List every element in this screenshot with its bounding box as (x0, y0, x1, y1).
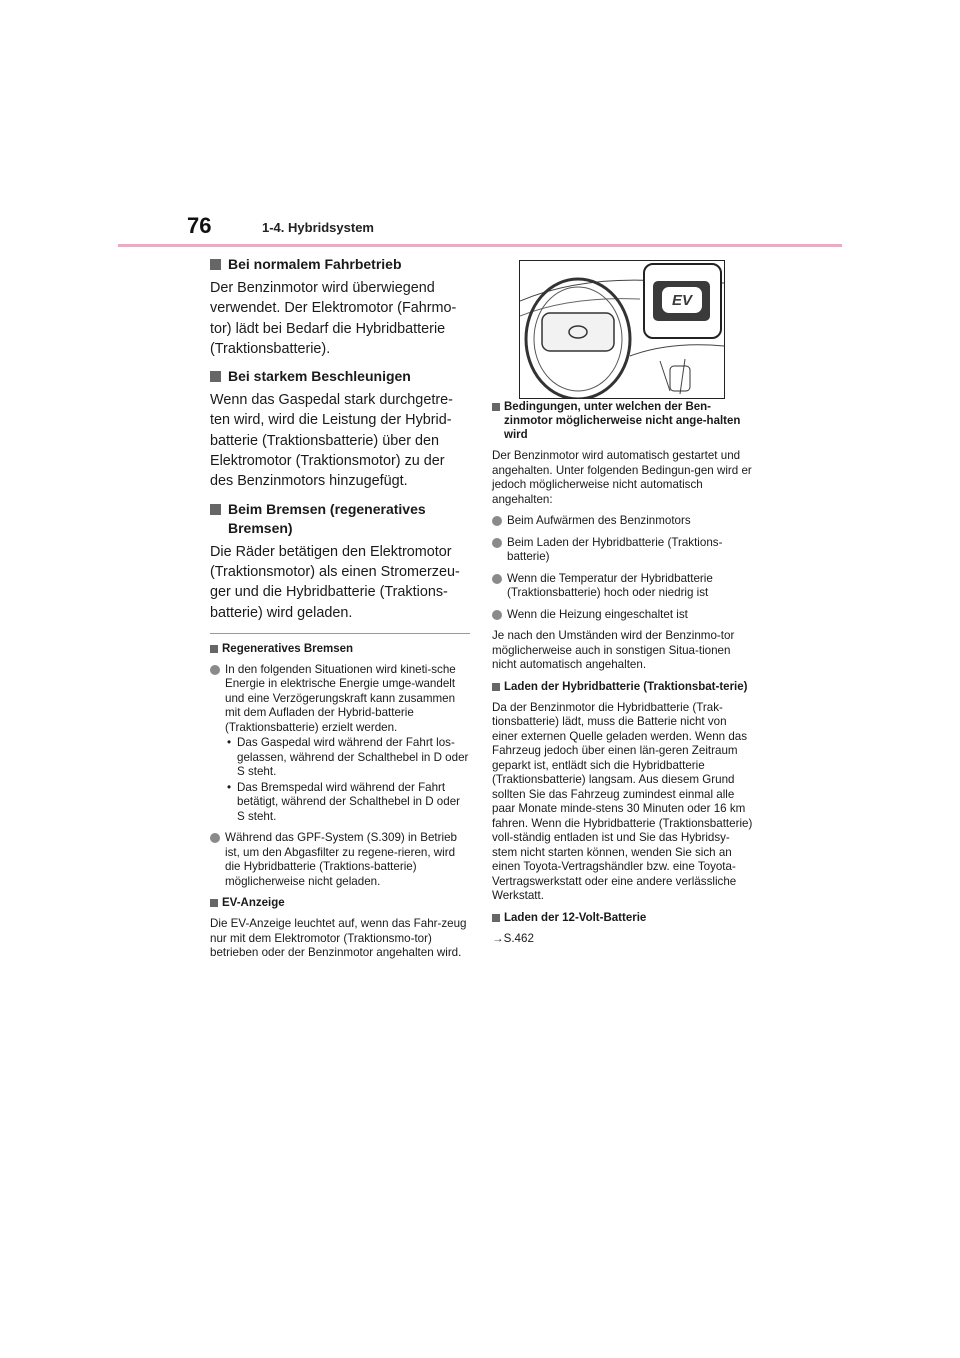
section-divider (210, 633, 470, 634)
bullet-text: Beim Aufwärmen des Benzinmotors (507, 514, 691, 527)
heading-braking (210, 500, 470, 538)
heading-text: Bedingungen, unter welchen der Ben-zinmotor möglicherweise nicht ange-halten wird (504, 401, 741, 441)
heading-text: Beim Bremsen (regeneratives Bremsen) (228, 500, 426, 536)
ev-indicator-callout (643, 263, 722, 339)
round-bullet-icon (492, 610, 502, 620)
round-bullet-icon (492, 516, 502, 526)
paragraph-strong-acceleration: Wenn das Gaspedal stark durchgetre-ten wird, wird die Leistung der Hybrid-batterie (Traktionsbatterie) über den Elektromotor (Traktionsmotor) zu der des Benzinmotors hinzugefügt. (210, 392, 453, 490)
square-bullet-icon (210, 259, 221, 270)
list-item (492, 608, 754, 623)
paragraph-hybrid-battery: Da der Benzinmotor die Hybridbatterie (Trak-tionsbatterie) lädt, muss die Batterie nicht von einer externen Quelle geladen werden. Wenn das Fahrzeug jedoch über einen län-geren Zeitraum geparkt ist, entlädt sich die Hybridbatterie (Traktionsbatterie) langsam. Aus diesem Grund sollten Sie das Fahrzeug zumindest einmal alle paar Monate minde-stens 30 Minuten oder 16 km fahren. Wenn die Hybridbatterie (Traktionsbatterie) voll-ständig entladen ist und Sie das Hybridsy-stem nicht starten können, wenden Sie sich an einen Toyota-Vertragshändler bzw. eine Toyota-Vertragswerkstatt oder eine andere verlässliche Werkstatt. (492, 700, 753, 902)
paragraph-ev-indicator: Die EV-Anzeige leuchtet auf, wenn das Fahr-zeug nur mit dem Elektromotor (Traktionsmo-tor) betrieben oder der Benzinmotor angehalten wird. (210, 917, 467, 960)
small-dot-icon: • (227, 780, 232, 794)
heading-12v-battery-charging (492, 911, 754, 925)
square-bullet-icon (210, 504, 221, 515)
page-number: 76 (187, 213, 212, 238)
heading-strong-acceleration (210, 367, 470, 386)
list-item (210, 663, 470, 825)
sub-list-item (225, 736, 470, 780)
ev-icon-label: EV (671, 291, 692, 309)
heading-text: Bei starkem Beschleunigen (228, 368, 411, 385)
square-bullet-icon (210, 371, 221, 382)
paragraph-other-situations: Je nach den Umständen wird der Benzinmo-tor möglicherweise auch in sonstigen Situa-tionen nicht automatisch angehalten. (492, 629, 735, 671)
heading-text: EV-Anzeige (222, 897, 285, 910)
heading-hybrid-battery-charging (492, 680, 754, 694)
heading-regenerative-braking (210, 642, 470, 656)
page-reference-link[interactable]: →S.462 (492, 931, 534, 945)
round-bullet-icon (210, 665, 220, 675)
heading-text: Regeneratives Bremsen (222, 642, 354, 655)
round-bullet-icon (210, 833, 220, 843)
sub-list-item (225, 781, 470, 825)
heading-engine-stop-conditions (492, 400, 754, 442)
round-bullet-icon (492, 538, 502, 548)
heading-text: Laden der 12-Volt-Batterie (504, 911, 647, 924)
list-item (492, 536, 754, 565)
paragraph-braking: Die Räder betätigen den Elektromotor (Traktionsmotor) als einen Stromerzeu-ger und die Hybridbatterie (Traktions-batterie) wird geladen. (210, 543, 460, 621)
bullet-text: Während das GPF-System (S.309) in Betrieb ist, um den Abgasfilter zu regene-rieren, wird die Hybridbatterie (Traktions-batterie) möglicherweise nicht geladen. (225, 831, 457, 888)
sub-item-text: Das Gaspedal wird während der Fahrt los-gelassen, während der Schalthebel in D oder S steht. (237, 736, 469, 779)
heading-normal-driving (210, 255, 470, 274)
list-item (492, 514, 754, 529)
list-item (492, 572, 754, 601)
right-column (492, 400, 754, 953)
square-bullet-icon (492, 914, 500, 922)
header-rule (118, 244, 842, 247)
square-bullet-icon (210, 645, 218, 653)
heading-text: Bei normalem Fahrbetrieb (228, 256, 402, 272)
ev-car-icon (662, 287, 702, 313)
paragraph-engine-stop: Der Benzinmotor wird automatisch gestartet und angehalten. Unter folgenden Bedingun-gen wird er jedoch möglicherweise nicht automatisch angehalten: (492, 449, 752, 506)
left-column (210, 255, 470, 968)
square-bullet-icon (210, 899, 218, 907)
round-bullet-icon (492, 574, 502, 584)
list-item (210, 831, 470, 889)
square-bullet-icon (492, 403, 500, 411)
square-bullet-icon (492, 683, 500, 691)
paragraph-normal-driving: Der Benzinmotor wird überwiegend verwendet. Der Elektromotor (Fahrmo-tor) lädt bei Bedarf die Hybridbatterie (Traktionsbatterie). (210, 280, 457, 357)
bullet-text: Wenn die Heizung eingeschaltet ist (507, 607, 688, 621)
bullet-text: Wenn die Temperatur der Hybridbatterie (Traktionsbatterie) hoch oder niedrig ist (507, 571, 713, 599)
heading-ev-indicator (210, 896, 470, 910)
sub-item-text: Das Bremspedal wird während der Fahrt betätigt, während der Schalthebel in D oder S steht. (237, 780, 460, 823)
bullet-text: Beim Laden der Hybridbatterie (Traktions-batterie) (507, 535, 723, 563)
bullet-text: In den folgenden Situationen wird kineti-sche Energie in elektrische Energie umge-wandelt und eine Verzögerungskraft kann zusammen mit dem Aufladen der Hybrid-batterie (Traktionsbatterie) erzielt werden. (225, 662, 456, 734)
ev-indicator-panel (653, 281, 710, 321)
small-dot-icon: • (227, 736, 232, 750)
section-header: 1-4. Hybridsystem (262, 220, 374, 235)
heading-text: Laden der Hybridbatterie (Traktionsbat-terie) (504, 680, 748, 693)
